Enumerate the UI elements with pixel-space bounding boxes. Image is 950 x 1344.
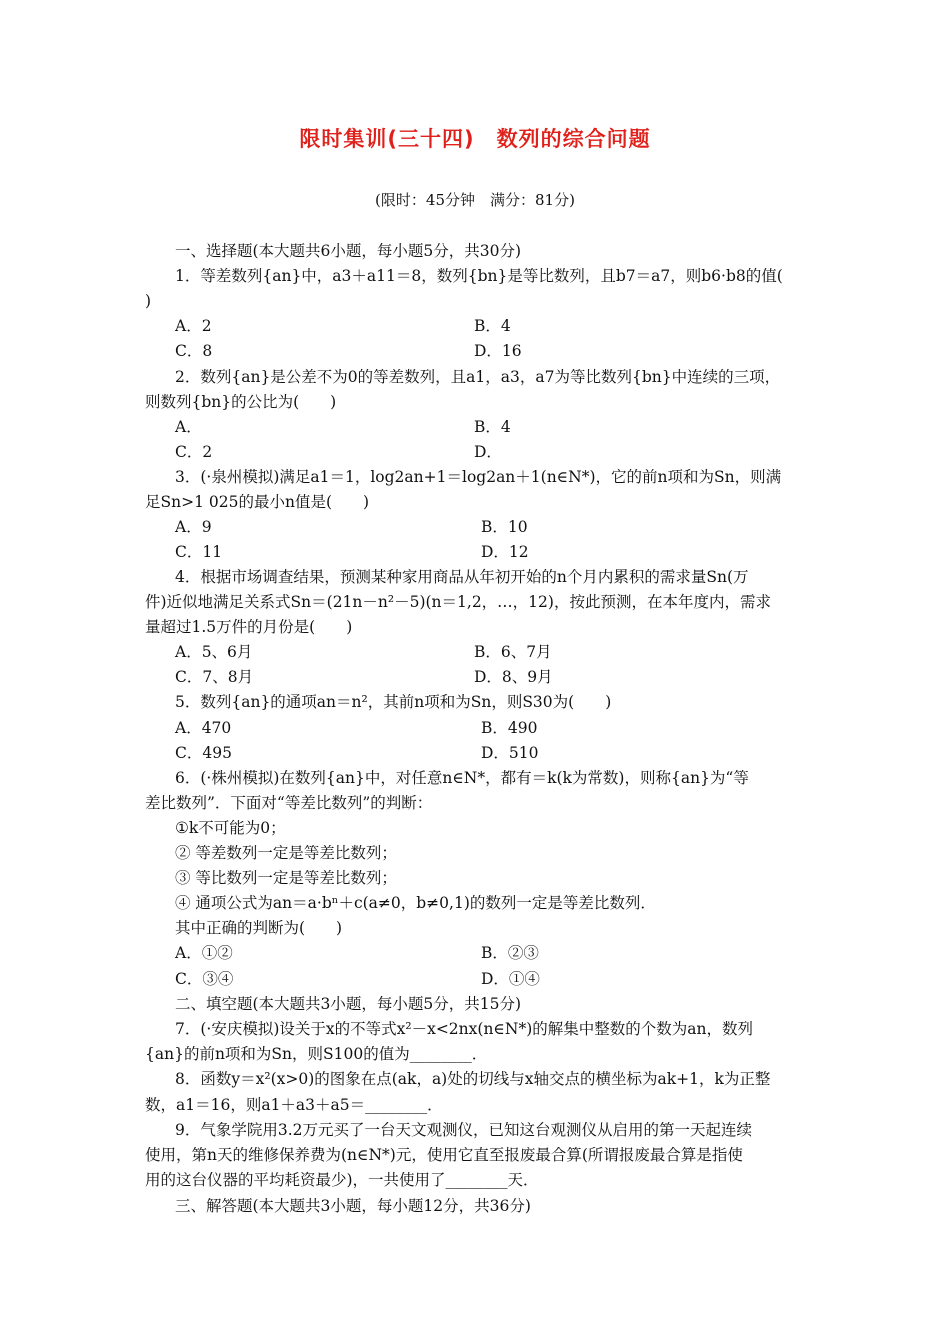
option: B．4	[474, 317, 511, 335]
question-line: 量超过1.5万件的月份是( )	[145, 618, 353, 636]
option: B．10	[481, 518, 528, 536]
option: A．2	[175, 317, 212, 335]
option: D．①④	[481, 970, 540, 988]
question-line: )	[145, 292, 152, 310]
page-title: 限时集训(三十四) 数列的综合问题	[299, 127, 651, 151]
option: A．5、6月	[175, 643, 253, 661]
question-line: {an}的前n项和为Sn，则S100的值为________．	[145, 1045, 488, 1063]
question-line: 7．(·安庆模拟)设关于x的不等式x²－x<2nx(n∈N*)的解集中整数的个数为an，数列	[175, 1020, 753, 1038]
question-line: 5．数列{an}的通项an＝n²，其前n项和为Sn，则S30为( )	[175, 693, 612, 711]
section-heading: 三、解答题(本大题共3小题，每小题12分，共36分)	[175, 1197, 531, 1215]
question-line: 6．(·株州模拟)在数列{an}中，对任意n∈N*，都有＝k(k为常数)，则称{an}为“等	[175, 769, 749, 787]
page-subtitle: (限时：45分钟 满分：81分)	[375, 191, 575, 209]
question-line: ①k不可能为0；	[175, 819, 286, 837]
option: D．8、9月	[474, 668, 553, 686]
option: B．4	[474, 418, 511, 436]
question-line: 则数列{bn}的公比为( )	[145, 393, 337, 411]
question-line: 2．数列{an}是公差不为0的等差数列，且a1，a3，a7为等比数列{bn}中连续的三项，	[175, 368, 781, 386]
question-line: 件)近似地满足关系式Sn＝(21n－n²－5)(n＝1,2，…，12)，按此预测，在本年度内，需求	[145, 593, 771, 611]
question-line: 9．气象学院用3.2万元买了一台天文观测仪，已知这台观测仪从启用的第一天起连续	[175, 1121, 753, 1139]
option: D．510	[481, 744, 539, 762]
question-line: 差比数列”．下面对“等差比数列”的判断：	[145, 794, 433, 812]
option: C．11	[175, 543, 223, 561]
question-line: 其中正确的判断为( )	[175, 919, 343, 937]
question-line: 用的这台仪器的平均耗资最少)，一共使用了________天．	[145, 1171, 539, 1189]
section-heading: 一、选择题(本大题共6小题，每小题5分，共30分)	[175, 242, 522, 260]
option: C．7、8月	[175, 668, 254, 686]
option: B．②③	[481, 944, 539, 962]
section-heading: 二、填空题(本大题共3小题，每小题5分，共15分)	[175, 995, 522, 1013]
question-line: 4．根据市场调查结果，预测某种家用商品从年初开始的n个月内累积的需求量Sn(万	[175, 568, 749, 586]
question-line: 足Sn>1 025的最小n值是( )	[145, 493, 370, 511]
question-line: 8．函数y＝x²(x>0)的图象在点(ak，a)处的切线与x轴交点的横坐标为ak+1，k为正整	[175, 1070, 771, 1088]
option: B．490	[481, 719, 538, 737]
option: A．470	[175, 719, 232, 737]
question-line: 数，a1＝16，则a1＋a3＋a5＝________．	[145, 1096, 443, 1114]
option: D．	[474, 443, 502, 461]
option: B．6、7月	[474, 643, 552, 661]
option: D．16	[474, 342, 522, 360]
question-line: ② 等差数列一定是等差比数列；	[175, 844, 397, 862]
option: C．8	[175, 342, 213, 360]
option: A．①②	[175, 944, 233, 962]
question-line: ③ 等比数列一定是等差比数列；	[175, 869, 397, 887]
option: C．2	[175, 443, 213, 461]
question-line: 1．等差数列{an}中，a3＋a11＝8，数列{bn}是等比数列，且b7＝a7，则b6·b8的值(	[175, 267, 783, 285]
option: C．495	[175, 744, 232, 762]
option: D．12	[481, 543, 529, 561]
option: C．③④	[175, 970, 234, 988]
option: A．9	[175, 518, 212, 536]
question-line: 使用，第n天的维修保养费为(n∈N*)元，使用它直至报废最合算(所谓报废最合算是指使	[145, 1146, 743, 1164]
question-line: 3．(·泉州模拟)满足a1＝1，log2an+1＝log2an＋1(n∈N*)，它的前n项和为Sn，则满	[175, 468, 782, 486]
option: A．	[175, 418, 202, 436]
question-line: ④ 通项公式为an＝a·bⁿ＋c(a≠0，b≠0,1)的数列一定是等差比数列．	[175, 894, 656, 912]
